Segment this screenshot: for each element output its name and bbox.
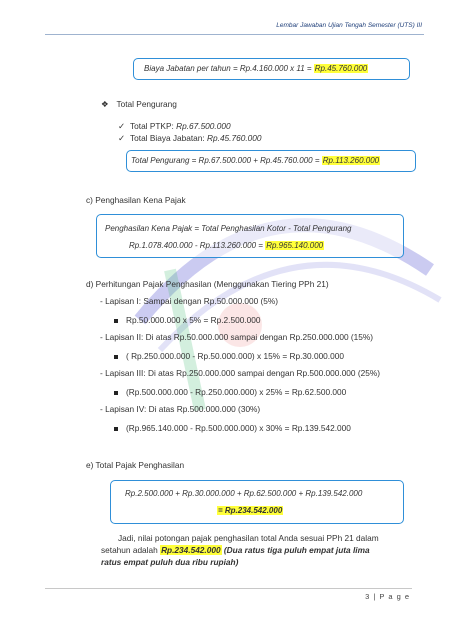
section-e-heading: e) Total Pajak Penghasilan bbox=[86, 460, 185, 470]
conclusion-line-3: ratus empat puluh dua ribu rupiah) bbox=[101, 557, 239, 567]
square-bullet-icon bbox=[114, 355, 118, 359]
pengurang-heading-row bbox=[101, 99, 177, 109]
header-rule bbox=[45, 34, 424, 35]
page-number: 3 | P a g e bbox=[365, 592, 410, 601]
diamond-bullet-icon: ❖ bbox=[101, 99, 109, 109]
total-pajak-result: = Rp.234.542.000 bbox=[218, 506, 283, 515]
layer-3-calc-row: (Rp.500.000.000 - Rp.250.000.000) x 25% = Rp.62.500.000 bbox=[114, 387, 346, 397]
checkmark-icon: ✓ bbox=[118, 133, 125, 143]
pengurang-heading: Total Pengurang bbox=[116, 99, 177, 109]
square-bullet-icon bbox=[114, 427, 118, 431]
biaya-jabatan-result: Rp.45.760.000 bbox=[314, 64, 368, 73]
ptkp-item: ✓ Total PTKP: Rp.67.500.000 bbox=[118, 121, 231, 131]
pkp-calculation: Rp.1.078.400.000 - Rp.113.260.000 = bbox=[129, 241, 266, 250]
layer-2-calc-row: ( Rp.250.000.000 - Rp.50.000.000) x 15% = Rp.30.000.000 bbox=[114, 351, 344, 361]
total-pengurang-formula: Total Pengurang = Rp.67.500.000 + Rp.45.760.000 = bbox=[131, 156, 322, 165]
layer-4-calc-row: (Rp.965.140.000 - Rp.500.000.000) x 30% = Rp.139.542.000 bbox=[114, 423, 351, 433]
biaya-jabatan-box bbox=[133, 58, 410, 80]
conclusion-amount: Rp.234.542.000 bbox=[161, 545, 221, 555]
conclusion-line-1: Jadi, nilai potongan pajak penghasilan total Anda sesuai PPh 21 dalam bbox=[118, 533, 379, 543]
total-pengurang-result: Rp.113.260.000 bbox=[322, 156, 380, 165]
footer-rule bbox=[45, 588, 412, 589]
layer-2-title: - Lapisan II: Di atas Rp.50.000.000 sampai dengan Rp.250.000.000 (15%) bbox=[100, 332, 374, 342]
biaya-jabatan-item: ✓ Total Biaya Jabatan: Rp.45.760.000 bbox=[118, 133, 262, 143]
square-bullet-icon bbox=[114, 319, 118, 323]
conclusion-line-2: setahun adalah Rp.234.542.000 (Dua ratus tiga puluh empat juta lima bbox=[101, 545, 370, 555]
checkmark-icon: ✓ bbox=[118, 121, 125, 131]
total-pajak-box bbox=[110, 480, 404, 524]
section-c-heading: c) Penghasilan Kena Pajak bbox=[86, 195, 186, 205]
total-pajak-formula: Rp.2.500.000 + Rp.30.000.000 + Rp.62.500.000 + Rp.139.542.000 bbox=[125, 489, 363, 498]
square-bullet-icon bbox=[114, 391, 118, 395]
layer-1-title: - Lapisan I: Sampai dengan Rp.50.000.000 (5%) bbox=[100, 296, 279, 306]
page-header: Lembar Jawaban Ujian Tengah Semester (UTS) III bbox=[276, 22, 422, 29]
biaya-jabatan-formula: Biaya Jabatan per tahun = Rp.4.160.000 x 11 = bbox=[144, 64, 314, 73]
pkp-result: Rp.965.140.000 bbox=[266, 241, 324, 250]
section-d-heading: d) Perhitungan Pajak Penghasilan (Menggunakan Tiering PPh 21) bbox=[86, 279, 329, 289]
total-pengurang-box bbox=[126, 150, 416, 172]
pkp-formula: Penghasilan Kena Pajak = Total Penghasilan Kotor - Total Pengurang bbox=[105, 224, 352, 233]
pkp-box bbox=[96, 214, 404, 258]
layer-4-title: - Lapisan IV: Di atas Rp.500.000.000 (30%) bbox=[100, 404, 261, 414]
layer-1-calc-row: Rp.50.000.000 x 5% = Rp.2.500.000 bbox=[114, 315, 260, 325]
layer-3-title: - Lapisan III: Di atas Rp.250.000.000 sampai dengan Rp.500.000.000 (25%) bbox=[100, 368, 380, 378]
